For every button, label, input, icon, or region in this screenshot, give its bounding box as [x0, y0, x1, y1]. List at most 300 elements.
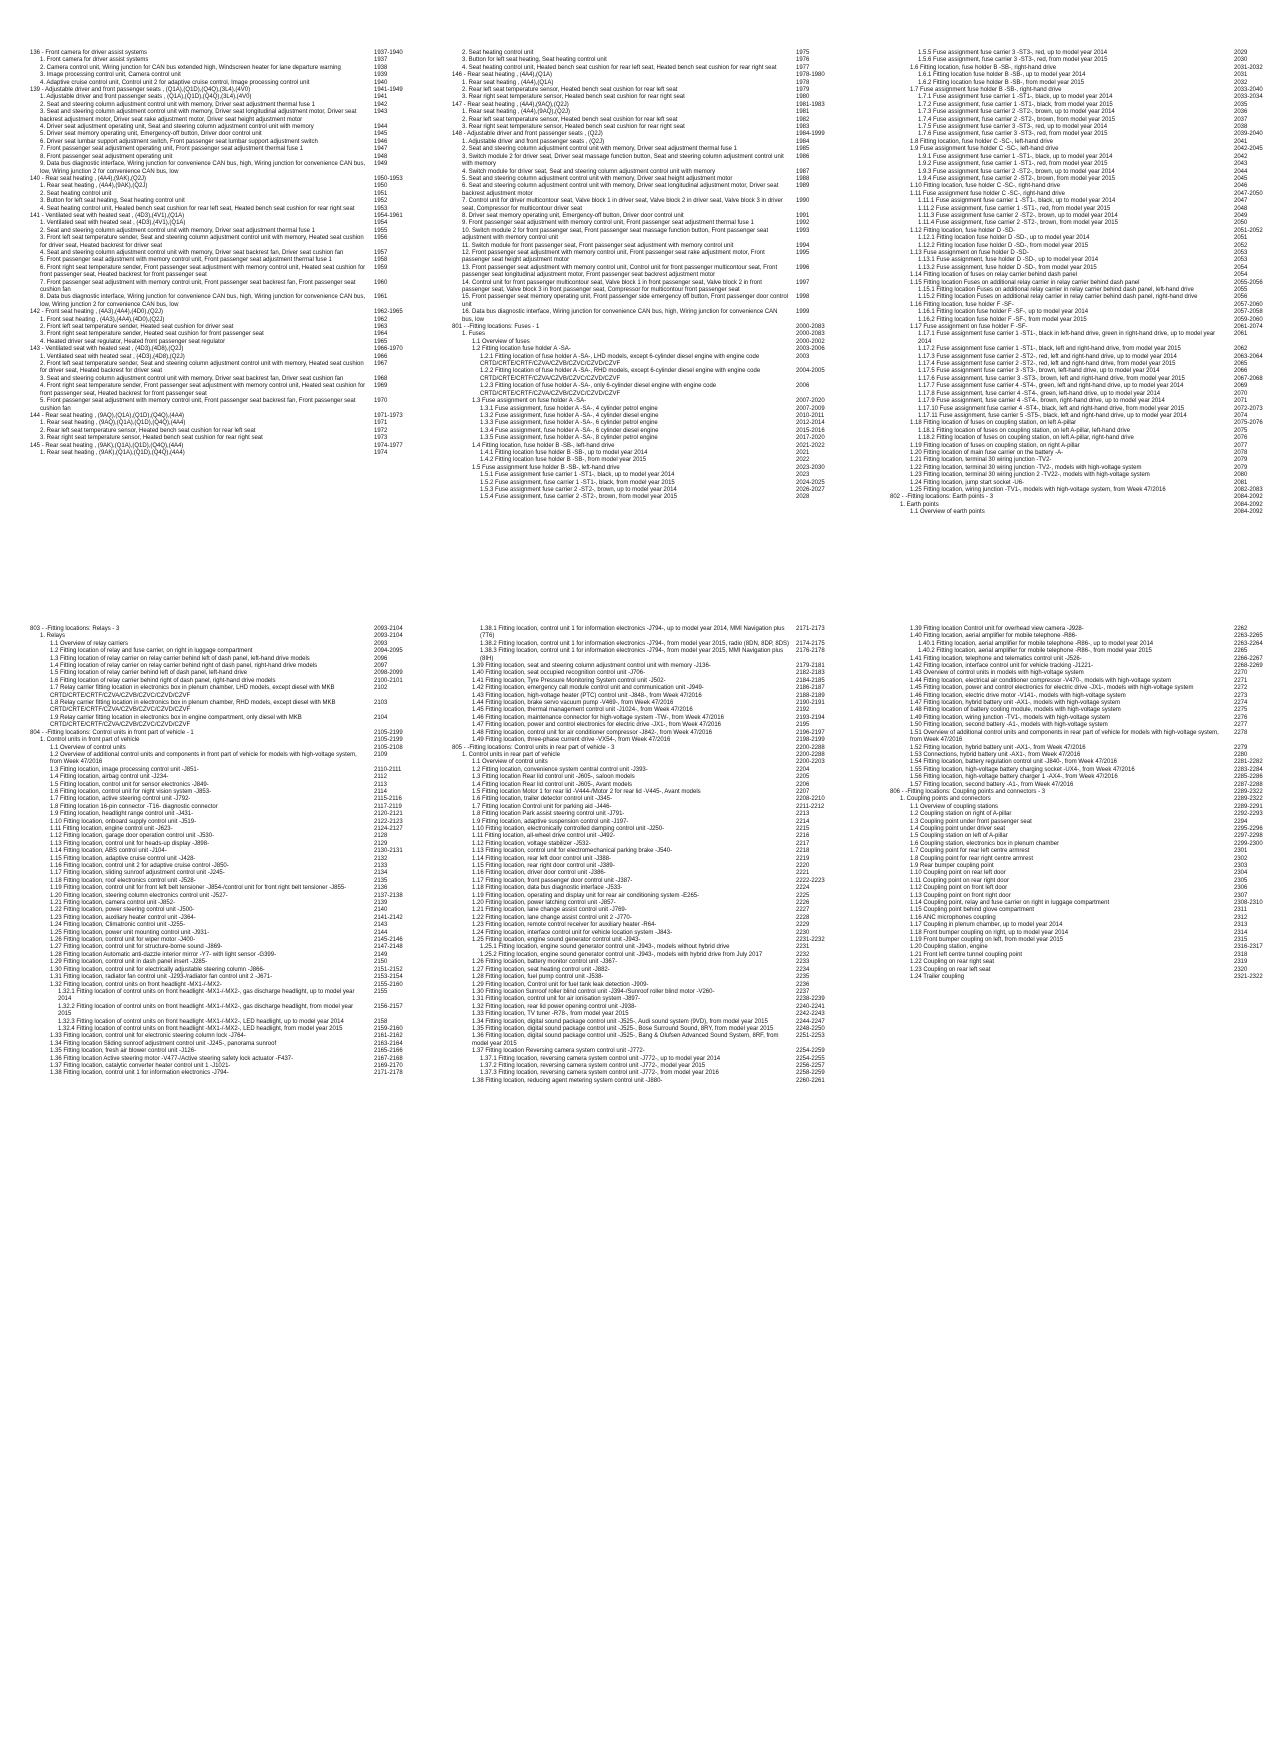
toc-entry-pages: 2012-2014: [796, 420, 825, 427]
toc-entry-title: 11. Switch module for front passenger seat, Front passenger seat adjustment with memory control unit: [462, 242, 734, 249]
toc-entry-pages: 2171-2178: [374, 1070, 403, 1077]
toc-entry-title: 1.7 Fitting location, active steering control unit -J792-: [50, 796, 191, 803]
toc-entry-pages: 2071: [1234, 398, 1248, 405]
toc-entry-pages: 2151-2152: [374, 966, 403, 973]
toc-entry: [890, 937, 1278, 944]
toc-entry-pages: 1968: [374, 375, 388, 382]
toc-entry: [452, 117, 840, 124]
toc-entry-title: 1.12.1 Fitting location fuse holder D -SD-, up to model year 2014: [918, 235, 1090, 242]
toc-entry-title: 1.7.3 Fuse assignment fuse carrier 2 -ST2-, brown, up to model year 2014: [918, 109, 1115, 116]
toc-entry: [890, 413, 1278, 420]
toc-entry: [890, 678, 1278, 685]
toc-entry-title: 1.17 Fitting location, front passenger door control unit -J387-: [472, 877, 633, 884]
toc-entry-pages: 2070: [1234, 390, 1248, 397]
toc-entry-pages: 2307: [1234, 892, 1248, 899]
toc-entry-pages: 2312: [1234, 914, 1248, 921]
toc-entry-title: 1.53 Connections, hybrid battery unit -AX1-, from Week 47/2016: [910, 751, 1081, 758]
toc-entry: [30, 626, 418, 633]
toc-entry: [890, 685, 1278, 692]
toc-entry-title: 1.37.2 Fitting location, reversing camera system control unit -J772-, model year 2015: [480, 1062, 706, 1069]
toc-entry-pages: 2093: [374, 640, 388, 647]
toc-entry-pages: 2305: [1234, 877, 1248, 884]
toc-entry: [890, 368, 1278, 375]
toc-entry: [890, 633, 1278, 640]
toc-entry: [30, 885, 418, 892]
toc-entry-title: 3. Front left seat temperature sender, Seat and steering column adjustment control unit with memory, Heated seat cushion for driver seat, Heated backrest for driver seat: [40, 235, 364, 249]
toc-entry-pages: 2055-2056: [1234, 279, 1263, 286]
toc-entry-pages: 1941-1949: [374, 87, 403, 94]
toc-entry-pages: 2031-2032: [1234, 64, 1263, 71]
toc-entry-title: 1.3.1 Fuse assignment, fuse holder A -SA-, 4 cylinder petrol engine: [480, 405, 658, 412]
toc-entry: [452, 139, 840, 146]
toc-entry-pages: 2061-2074: [1234, 324, 1263, 331]
toc-entry-title: 1.45 Fitting location, thermal management control unit -J1024-, from Week 47/2016: [472, 707, 693, 714]
toc-entry-pages: 2143: [374, 922, 388, 929]
toc-entry-pages: 2102: [374, 685, 388, 692]
toc-entry-pages: 2163-2164: [374, 1040, 403, 1047]
toc-entry: [30, 80, 418, 87]
toc-entry: [452, 959, 840, 966]
toc-entry: [452, 324, 840, 331]
toc-entry: [452, 280, 840, 295]
toc-entry-pages: 2184-2185: [796, 677, 825, 684]
toc-entry: [890, 220, 1278, 227]
toc-entry-title: 2. Front left seat temperature sender, Seat and steering column adjustment control unit with memory, Heated seat cushion for driver seat, Heated backrest for driver seat: [40, 361, 364, 375]
toc-entry-title: 1.10 Fitting location, electronically controlled damping control unit -J250-: [472, 825, 665, 832]
toc-entry: [30, 124, 418, 131]
toc-entry-pages: 2047-2050: [1234, 190, 1263, 197]
toc-entry-title: 1.5 Fitting location Motor 1 for rear lid -V444-/Motor 2 for rear lid -V445-, Avant models: [472, 788, 701, 795]
toc-entry: [890, 391, 1278, 398]
toc-entry: [890, 443, 1278, 450]
toc-entry: [30, 685, 418, 700]
toc-entry-title: 1.17 Fitting location, sliding sunroof adjustment control unit -J245-: [50, 870, 225, 877]
toc-entry: [30, 376, 418, 383]
toc-entry-title: 1. Earth points: [900, 501, 939, 508]
toc-entry-title: 1.11.3 Fuse assignment fuse carrier 2 -ST2-, brown, up to model year 2014: [918, 212, 1118, 219]
toc-entry: [890, 294, 1278, 301]
toc-entry: [452, 443, 840, 450]
toc-entry-title: 1.41 Fitting location, Tyre Pressure Monitoring System control unit -J502-: [472, 677, 666, 684]
toc-entry-pages: 2015-2016: [796, 427, 825, 434]
toc-entry-title: 1.15 Fitting location, rear right door control unit -J389-: [472, 863, 615, 869]
toc-entry: [890, 57, 1278, 64]
toc-block-top: [0, 50, 1263, 555]
toc-entry: [452, 176, 840, 183]
toc-entry-title: 1.16.2 Fitting location fuse holder F -SF-, from model year 2015: [918, 316, 1087, 323]
toc-entry: [452, 715, 840, 722]
toc-entry-pages: 2096: [374, 655, 388, 662]
toc-entry: [452, 80, 840, 87]
toc-entry: [452, 472, 840, 479]
toc-entry-title: 1.9 Fitting location, adaptive suspension control unit -J197-: [472, 818, 629, 825]
toc-entry-pages: 1944: [374, 124, 388, 131]
toc-entry-title: 1.46 Fitting location, electric drive motor -V141-, models with high-voltage system: [910, 692, 1126, 699]
toc-entry: [452, 331, 840, 338]
toc-entry-title: 1.4 Fitting location, airbag control unit -J234-: [50, 774, 169, 781]
toc-entry-pages: 1983: [796, 124, 810, 131]
toc-entry-title: 1.18.2 Fitting location of fuses on coupling station, on left A-pillar, right-hand drive: [918, 435, 1134, 442]
toc-entry-title: 1. Coupling points and connectors: [900, 796, 991, 803]
toc-entry-pages: 2266-2267: [1234, 655, 1263, 662]
toc-entry: [890, 354, 1278, 361]
toc-entry-title: 143 - Ventilated seat with heated seat , (4D3),(4D8),(Q2J): [30, 346, 184, 353]
toc-entry-pages: 2244-2247: [796, 1018, 825, 1025]
toc-entry: [452, 102, 840, 109]
toc-entry-pages: 2287-2288: [1234, 781, 1263, 788]
toc-entry-title: 4. Adaptive cruise control unit, Control unit 2 for adaptive cruise control, Image processing control unit: [40, 79, 310, 86]
toc-entry: [452, 1011, 840, 1018]
toc-entry-title: 1.32.3 Fitting location of control units on front headlight -MX1-/-MX2-, LED headlight, up to model year 2014: [58, 1018, 344, 1025]
toc-entry-pages: 2075-2076: [1234, 420, 1263, 427]
toc-entry-title: 1.37.3 Fitting location, reversing camera system control unit -J772-, from model year 2016: [480, 1070, 719, 1077]
toc-entry-title: 1. Rear seat heating , (9AK),(Q1A),(Q1D),(Q4Q),(4A4): [40, 449, 185, 456]
toc-entry-pages: 2254-2259: [796, 1048, 825, 1055]
toc-entry: [452, 870, 840, 877]
toc-entry-pages: 2065: [1234, 361, 1248, 368]
toc-entry-title: 1.9 Rear bumper coupling point: [910, 863, 994, 869]
toc-entry-pages: 2114: [374, 788, 387, 795]
toc-entry: [452, 465, 840, 472]
toc-entry-pages: 2208-2210: [796, 796, 825, 803]
toc-entry-pages: 2037: [1234, 116, 1248, 123]
toc-entry: [452, 915, 840, 922]
toc-entry-pages: 2161-2162: [374, 1033, 403, 1040]
toc-entry-title: 8. Front passenger seat adjustment operating unit: [40, 153, 173, 160]
toc-entry: [452, 752, 840, 759]
toc-entry-pages: 2044: [1234, 168, 1248, 175]
toc-entry-pages: 2258-2259: [796, 1070, 825, 1077]
toc-entry-pages: 2303: [1234, 863, 1248, 869]
toc-entry-pages: 2316-2317: [1234, 944, 1263, 951]
toc-entry-pages: 2139: [374, 900, 388, 907]
toc-entry-pages: 2214: [796, 818, 810, 825]
toc-entry-title: 9. Front passenger seat adjustment with memory control unit, Front passenger seat adjustment thermal fuse 1: [462, 220, 754, 227]
toc-entry-pages: 2219: [796, 855, 810, 862]
toc-entry: [890, 502, 1278, 509]
toc-entry-title: 1.2 Overview of additional control units and components in front part of vehicle for models with high-voltage system, from Week 47/2016: [50, 751, 357, 766]
toc-entry-title: 1.14 Coupling point, relay and fuse carrier on right in luggage compartment: [910, 900, 1110, 907]
toc-entry: [452, 220, 840, 227]
toc-entry-title: 1.10 Fitting location, fuse holder C -SC-, right-hand drive: [910, 183, 1061, 190]
toc-entry-title: 1.4 Fitting location Rear lid control unit -J605-, Avant models: [472, 781, 632, 788]
toc-entry: [30, 745, 418, 752]
toc-entry-title: 1.31 Fitting location, control unit for air ionisation system -J897-: [472, 996, 641, 1003]
toc-entry-pages: 2117-2119: [374, 803, 402, 810]
toc-entry-title: 1.6 Fitting location, fuse holder B -SB-, right-hand drive: [910, 64, 1057, 71]
toc-entry: [890, 707, 1278, 714]
toc-entry-title: 805 - -Fitting locations: Control units in rear part of vehicle - 3: [452, 744, 615, 751]
toc-entry-pages: 1980: [796, 94, 810, 101]
toc-entry-title: 3. Rear right seat temperature sensor, Heated bench seat cushion for rear right seat: [462, 124, 685, 131]
toc-entry: [452, 354, 840, 369]
toc-entry-pages: 1997: [796, 279, 810, 286]
toc-entry-pages: 1966-1970: [374, 346, 403, 353]
toc-entry: [30, 398, 418, 413]
toc-entry-pages: 1978-1980: [796, 72, 825, 79]
toc-entry-title: 1.11.1 Fuse assignment fuse carrier 1 -ST1-, black, up to model year 2014: [918, 198, 1116, 205]
toc-entry: [890, 183, 1278, 190]
toc-entry-title: 3. Front right seat temperature sender, Heated seat cushion for front passenger seat: [40, 331, 264, 338]
toc-entry-title: 1.16 Fitting location, fuse holder F -SF-: [910, 301, 1014, 308]
toc-entry: [890, 272, 1278, 279]
toc-entry-pages: 2043: [1234, 161, 1248, 168]
toc-entry-pages: 2275: [1234, 707, 1248, 714]
toc-entry-title: 1.32 Fitting location, rear lid power opening control unit -J938-: [472, 1003, 637, 1010]
toc-entry: [890, 65, 1278, 72]
toc-entry: [452, 339, 840, 346]
toc-entry: [30, 1026, 418, 1033]
toc-entry: [30, 959, 418, 966]
toc-entry-pages: 1967: [374, 361, 388, 368]
toc-entry: [890, 302, 1278, 309]
toc-entry-pages: 2205: [796, 774, 810, 781]
toc-entry: [890, 465, 1278, 472]
toc-entry-pages: 2211-2212: [796, 803, 825, 810]
toc-entry: [890, 169, 1278, 176]
toc-entry-pages: 1939: [374, 72, 388, 79]
toc-entry-pages: 2023: [796, 472, 810, 479]
toc-entry-title: 1.17 Fuse assignment on fuse holder F -SF-: [910, 324, 1028, 331]
toc-entry-pages: 2155-2160: [374, 981, 403, 988]
toc-entry-title: 4. Heated driver seat regulator, Heated front passenger seat regulator: [40, 338, 226, 345]
toc-entry-title: 1. Rear seat heating , (9AQ),(Q1A),(Q1D),(Q4Q),(4A4): [40, 420, 186, 427]
toc-entry: [890, 915, 1278, 922]
toc-entry: [30, 176, 418, 183]
toc-entry-title: 1.6.1 Fitting location fuse holder B -SB-, up to model year 2014: [918, 72, 1086, 79]
toc-entry-pages: 2007-2009: [796, 405, 825, 412]
toc-entry-title: 1.12.2 Fitting location fuse holder D -SD-, from model year 2015: [918, 242, 1089, 249]
toc-entry-pages: 1942: [374, 101, 388, 108]
toc-entry-pages: 2234: [796, 966, 810, 973]
toc-entry: [452, 907, 840, 914]
toc-entry-pages: 2045: [1234, 175, 1248, 182]
toc-entry-pages: 2273: [1234, 692, 1248, 699]
toc-entry-title: 1.11.4 Fuse assignment, fuse carrier 2 -ST2-, brown, from model year 2015: [918, 220, 1118, 227]
toc-entry-pages: 1949: [374, 161, 388, 168]
toc-entry-pages: 2000-2083: [796, 331, 825, 338]
toc-entry-pages: 2144: [374, 929, 388, 936]
toc-entry-pages: 2109: [374, 751, 388, 758]
toc-entry: [452, 198, 840, 213]
toc-entry: [30, 331, 418, 338]
toc-entry-title: 1.23 Fitting location, auxiliary heater control unit -J364-: [50, 914, 196, 921]
toc-entry: [890, 102, 1278, 109]
toc-entry-pages: 2077: [1234, 442, 1248, 449]
toc-entry-title: 1. Rear seat heating , (4A4),(9AK),(Q2J): [40, 183, 148, 190]
toc-entry-title: 2. Seat heating control unit: [462, 50, 534, 56]
toc-entry-title: 2. Seat and steering column adjustment control unit with memory, Driver seat adjustment thermal fuse 1: [40, 101, 316, 108]
toc-entry-pages: 2226: [796, 900, 810, 907]
toc-entry: [30, 354, 418, 361]
toc-entry-title: 1.19 Fitting location, control unit for front left belt tensioner -J854-/control unit for front right belt tensioner -J855-: [50, 885, 347, 892]
toc-entry: [890, 131, 1278, 138]
toc-entry-pages: 2227: [796, 907, 810, 914]
toc-entry: [890, 324, 1278, 331]
toc-entry-title: 9. Data bus diagnostic interface, Wiring junction for convenience CAN bus, high, Wiring junction for convenience CAN bus, low, Wiring junction 2 for convenience CAN bus, low: [40, 161, 366, 175]
toc-entry-title: 1.6 Fitting location, trailer detector control unit -J345-: [472, 796, 613, 803]
toc-entry: [452, 413, 840, 420]
toc-entry-title: 1.51 Overview of additional control units and components in rear part of vehicle for models with high-voltage system, from Week 47/2016: [910, 729, 1219, 744]
toc-entry: [452, 819, 840, 826]
toc-entry-pages: 2078: [1234, 449, 1248, 456]
toc-entry-title: 1.37 Fitting location, catalytic converter heater control unit 1 -J1021-: [50, 1062, 231, 1069]
toc-entry-pages: 2153-2154: [374, 974, 403, 981]
toc-entry-pages: 2093-2104: [374, 626, 403, 632]
toc-entry-pages: 2135: [374, 877, 388, 884]
toc-entry-pages: 2240-2241: [796, 1003, 825, 1010]
toc-entry: [890, 161, 1278, 168]
toc-entry: [30, 848, 418, 855]
toc-entry: [30, 146, 418, 153]
toc-entry-pages: 1990: [796, 198, 810, 205]
toc-entry-pages: 2104: [374, 714, 388, 721]
toc-entry: [890, 759, 1278, 766]
toc-entry-title: 1.50 Fitting location, second battery -A1-, models with high-voltage system: [910, 722, 1108, 729]
toc-entry-title: 1.7 Coupling point for rear left centre armrest: [910, 848, 1030, 855]
toc-entry-pages: 2120-2121: [374, 811, 403, 818]
toc-entry: [890, 782, 1278, 789]
toc-entry: [890, 213, 1278, 220]
toc-entry-title: 1.20 Fitting location, steering column electronics control unit -J527-: [50, 892, 228, 899]
toc-entry-pages: 2277: [1234, 722, 1248, 729]
toc-entry-pages: 2188-2189: [796, 692, 825, 699]
toc-entry-title: 1.4 Coupling point under driver seat: [910, 825, 1006, 832]
toc-entry-title: 1.32.1 Fitting location of control units on front headlight -MX1-/-MX2-, gas discharge headlight, up to model year 2014: [58, 988, 355, 1003]
toc-entry-title: 804 - -Fitting locations: Control units in front part of vehicle - 1: [30, 729, 194, 736]
toc-entry-pages: 1946: [374, 138, 388, 145]
toc-entry: [890, 841, 1278, 848]
toc-entry-title: 1.27 Fitting location, control unit for structure-borne sound -J869-: [50, 944, 223, 951]
toc-entry: [30, 65, 418, 72]
toc-entry-pages: 2171-2173: [796, 626, 825, 632]
toc-entry: [452, 1048, 840, 1055]
toc-entry-title: 1.6 Fitting location of relay carrier behind right of dash panel, right-hand drive models: [50, 677, 276, 684]
toc-entry-pages: 2230: [796, 929, 810, 936]
toc-entry-title: 1.17.10 Fuse assignment fuse carrier 4 -ST4-, black, left and right-hand drive, from model year 2015: [918, 405, 1185, 412]
toc-entry: [452, 952, 840, 959]
toc-entry-pages: 2263-2264: [1234, 640, 1263, 647]
toc-entry-title: 801 - -Fitting locations: Fuses - 1: [452, 324, 540, 331]
toc-entry-title: 1.20 Fitting location of main fuse carrier on the battery -A-: [910, 449, 1064, 456]
toc-entry: [452, 183, 840, 198]
toc-entry: [452, 250, 840, 265]
toc-entry: [30, 767, 418, 774]
toc-entry: [30, 220, 418, 227]
toc-entry-pages: 1952: [374, 198, 388, 205]
toc-entry: [30, 317, 418, 324]
toc-entry-title: 1.16 ANC microphones coupling: [910, 914, 996, 921]
toc-entry-title: 1.17.7 Fuse assignment fuse carrier 4 -ST4-, green, left and right-hand drive, up to model year 2014: [918, 383, 1184, 390]
toc-entry-pages: 2010-2011: [796, 412, 825, 419]
toc-entry: [452, 626, 840, 641]
toc-entry-pages: 2231: [796, 944, 810, 951]
toc-entry-title: 1.3 Fitting location Rear lid control unit -J605-, saloon models: [472, 774, 635, 781]
toc-entry-pages: 2038: [1234, 124, 1248, 131]
toc-entry-title: 1.5.2 Fuse assignment, fuse carrier 1 -ST1-, black, from model year 2015: [480, 479, 675, 486]
toc-entry-title: 1.9 Fuse assignment fuse holder C -SC-, left-hand drive: [910, 146, 1059, 153]
toc-entry-title: 1.16 Fitting location, control unit 2 for adaptive cruise control -J850-: [50, 863, 229, 869]
toc-entry: [30, 796, 418, 803]
toc-entry-title: 142 - Front seat heating , (4A3),(4A4),(4D0),(Q2J): [30, 309, 164, 316]
toc-entry-pages: 2238-2239: [796, 996, 825, 1003]
toc-entry: [890, 146, 1278, 153]
toc-entry-title: 1.7.5 Fuse assignment fuse carrier 3 -ST3-, red, up to model year 2014: [918, 124, 1108, 131]
toc-entry-pages: 2237: [796, 988, 810, 995]
toc-entry: [452, 922, 840, 929]
toc-entry-pages: 2176-2178: [796, 648, 825, 655]
toc-entry: [452, 406, 840, 413]
toc-entry-pages: 2032: [1234, 79, 1248, 86]
toc-entry: [30, 346, 418, 353]
toc-entry: [30, 663, 418, 670]
toc-entry: [890, 774, 1278, 781]
toc-entry: [30, 863, 418, 870]
toc-entry-title: 1.4.2 Fitting location fuse holder B -SB-, from model year 2015: [480, 457, 647, 464]
toc-entry-pages: 1971: [374, 420, 388, 427]
toc-entry: [30, 50, 418, 57]
toc-entry-title: 2. Seat heating control unit: [40, 190, 112, 197]
toc-entry-title: 1.3.2 Fuse assignment, fuse holder A -SA-, 4 cylinder diesel engine: [480, 412, 659, 419]
toc-entry-title: 1.54 Fitting location, battery regulation control unit -J840-, from Week 47/2016: [910, 759, 1118, 766]
toc-entry: [890, 450, 1278, 457]
toc-entry-title: 6. Seat and steering column adjustment control unit with memory, Driver seat longitudinal adjustment motor, Driver seat backrest adjustment motor: [462, 183, 779, 197]
toc-entry: [890, 309, 1278, 316]
toc-entry-pages: 1941: [374, 94, 388, 101]
toc-entry: [30, 819, 418, 826]
toc-entry: [452, 722, 840, 729]
toc-entry-pages: 2072-2073: [1234, 405, 1263, 412]
toc-entry-title: 1.17.4 Fuse assignment fuse carrier 2 -ST2-, red, left and right-hand drive, from model year 2015: [918, 361, 1176, 368]
toc-entry-title: 1.9.4 Fuse assignment, fuse carrier 2 -ST2-, brown, from model year 2015: [918, 175, 1116, 182]
toc-entry: [30, 213, 418, 220]
toc-entry-title: 15. Front passenger seat memory operating unit, Front passenger side emergency off button, Front passenger door control unit: [462, 294, 789, 308]
toc-entry: [452, 693, 840, 700]
toc-entry-title: 5. Seat and steering column adjustment control unit with memory, Driver seat height adjustment motor: [462, 175, 733, 182]
toc-entry-title: 1.1 Overview of earth points: [910, 509, 985, 516]
toc-entry-pages: 2130-2131: [374, 848, 403, 855]
toc-entry: [452, 967, 840, 974]
toc-entry: [452, 885, 840, 892]
toc-entry-pages: 2076: [1234, 435, 1248, 442]
toc-entry-pages: 2276: [1234, 714, 1248, 721]
toc-entry-pages: 2103: [374, 700, 388, 707]
toc-entry: [890, 472, 1278, 479]
toc-entry-pages: 1950: [374, 183, 388, 190]
toc-entry: [30, 789, 418, 796]
toc-entry: [452, 848, 840, 855]
toc-entry-title: 1.13 Fuse assignment on fuse holder D -SD-: [910, 249, 1029, 256]
toc-entry-pages: 2289-2322: [1234, 788, 1263, 795]
toc-entry: [30, 413, 418, 420]
toc-entry: [452, 131, 840, 138]
toc-entry-pages: 2124-2127: [374, 825, 403, 832]
toc-entry-title: 1.4.1 Fitting location fuse holder B -SB-, up to model year 2014: [480, 449, 648, 456]
toc-entry: [452, 745, 840, 752]
toc-entry-pages: 1995: [796, 249, 810, 256]
toc-entry: [452, 930, 840, 937]
toc-entry-title: 4. Switch module for driver seat, Seat and steering column adjustment control unit with memory: [462, 168, 716, 175]
toc-entry-pages: 2003-2006: [796, 346, 825, 353]
toc-entry-title: 1.38.2 Fitting location, control unit 1 for information electronics -J794-, from model year 2015, radio (8DN, 8DP, 8DS): [480, 640, 790, 647]
toc-entry: [30, 102, 418, 109]
toc-entry-pages: 2179-2181: [796, 663, 825, 670]
toc-entry-title: 1.17.2 Fuse assignment fuse carrier 1 -ST1-, black, left and right-hand drive, from model year 2015: [918, 346, 1181, 353]
toc-entry-title: 3. Seat and steering column adjustment control unit with memory, Driver seat longitudinal adjustment motor, Driver seat backrest adjustment motor, Driver seat rake adjustment motor, Driver seat height adjustment motor: [40, 109, 357, 123]
toc-entry-pages: 1947: [374, 146, 388, 153]
toc-entry-pages: 2110-2111: [374, 766, 402, 773]
toc-entry-title: 1.10 Fitting location, onboard supply control unit -J519-: [50, 818, 197, 825]
